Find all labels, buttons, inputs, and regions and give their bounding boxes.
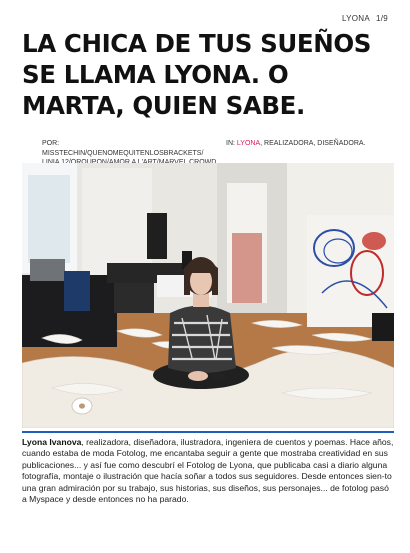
page-number: 1/9: [375, 14, 388, 23]
byline-prefix: POR:: [42, 140, 60, 147]
byline-authors: MISSTECHIN/QUENOMEQUITENLOSBRACKETS/: [42, 149, 204, 157]
article-photo: [22, 163, 394, 428]
article-title: LA CHICA DE TUS SUEÑOS SE LLAMA LYONA. O MARTA, QUIEN SABE.: [22, 29, 372, 120]
categories: [226, 139, 396, 149]
categories-prefix: IN:: [226, 140, 235, 147]
categories-rest: , REALIZADORA, DISEÑADORA.: [260, 140, 366, 147]
body-text: , realizadora, diseñadora, ilustradora, ingeniera de cuentos y poemas. Hace años, cuando estaba de moda Fotolog, me encantaba seguir a gente que mostraba creatividad en sus publicaciones... y así fue como descubrí el Fotolog de Lyona, que publicaba casi a diario alguna fotografía, montaje o ilustración que hacía soñar a todos sus seguidores. Desde entonces sien-to una gran admiración por su trabajo, sus historias, sus diseños, sus personajes... de fotolog pasó a Myspace y desde entonces no ha parado.: [22, 437, 394, 505]
article-body: [22, 437, 394, 505]
divider-rule: [22, 431, 394, 433]
section-label: LYONA: [341, 14, 370, 23]
page-indicator: [342, 14, 388, 23]
lead-name: Lyona Ivanova: [22, 437, 82, 447]
category-link-lyona[interactable]: LYONA: [236, 140, 261, 147]
